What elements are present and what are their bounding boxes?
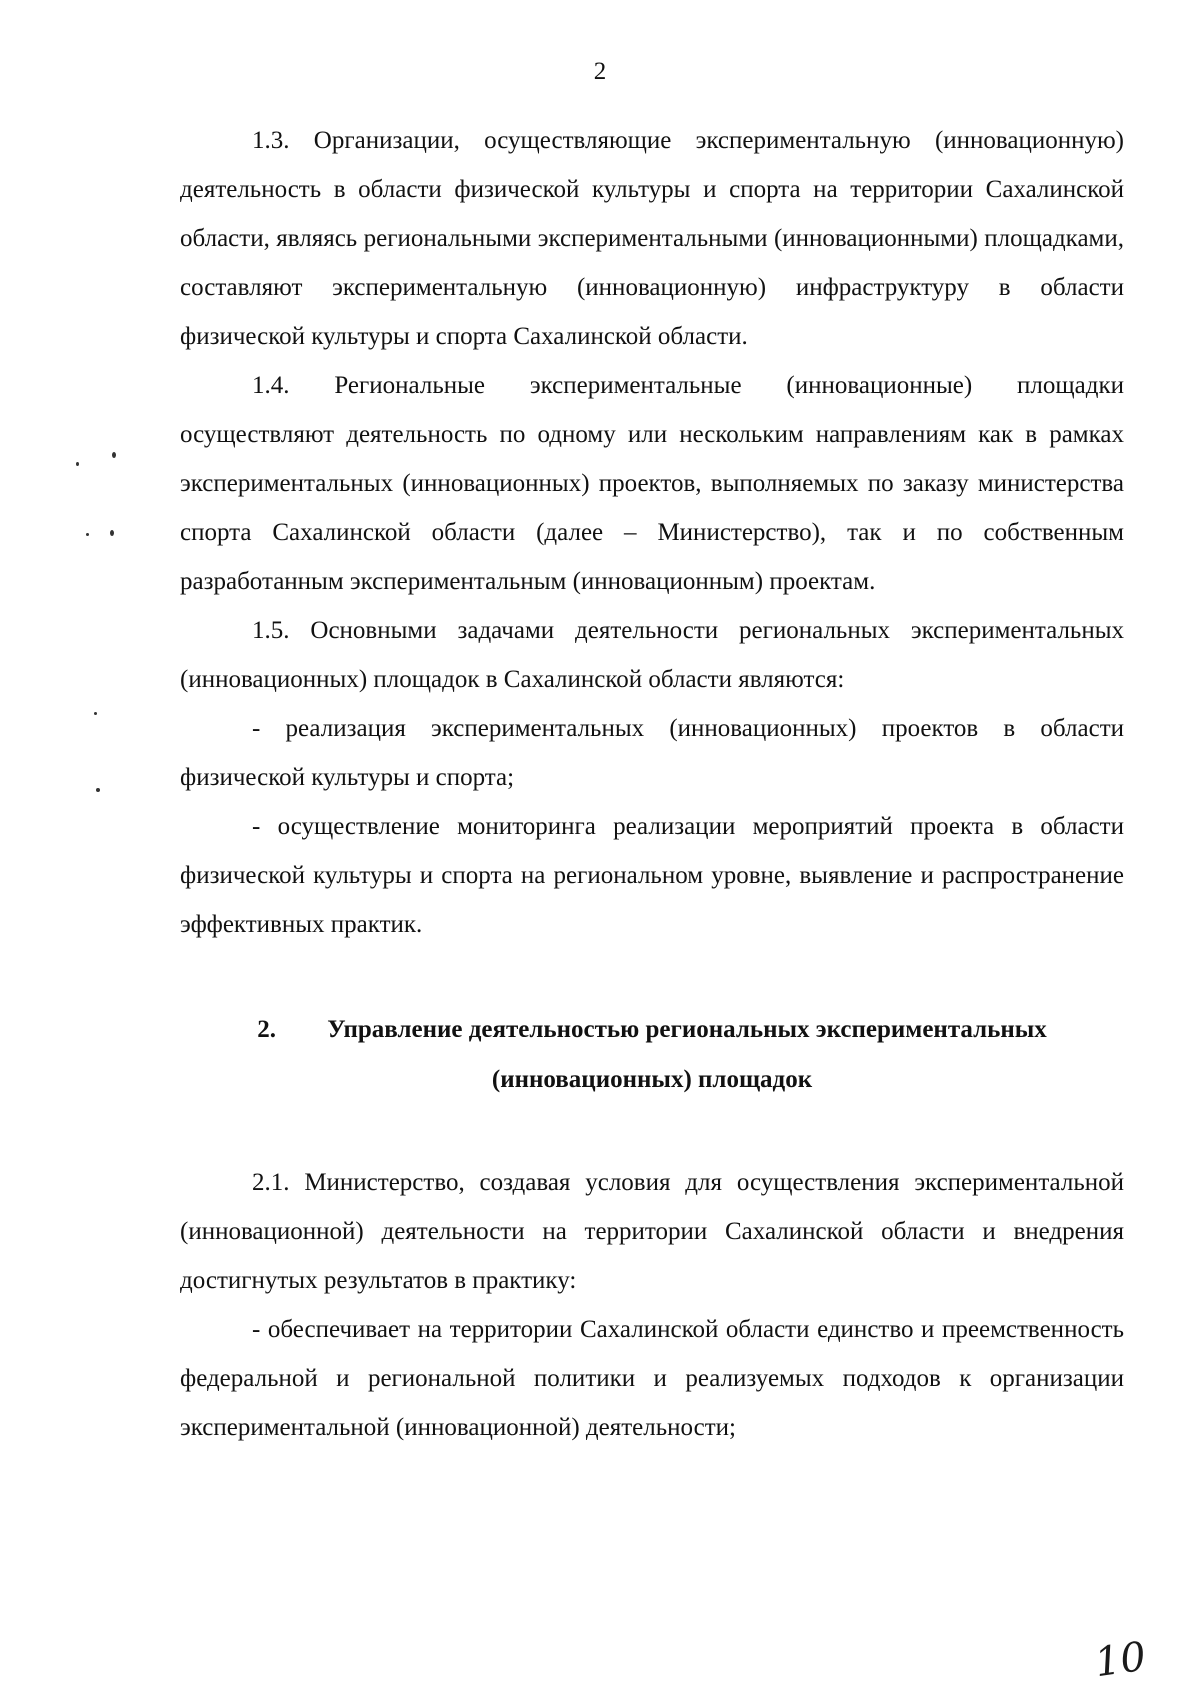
page-number: 2 [593,58,607,85]
section-2-heading [180,1005,1124,1105]
list-item-monitoring: - осуществление мониторинга реализации мероприятий проекта в области физической культуры и спорта на региональном уровне, выявление и распространение эффективных практик. [180,813,1124,938]
paragraph-2-1: 2.1. Министерство, создавая условия для осуществления экспериментальной (инновационной) деятельности на территории Сахалинской области и внедрения достигнутых результатов в практику: [180,1169,1124,1294]
paragraph-1-3: 1.3. Организации, осуществляющие экспериментальную (инновационную) деятельность в области физической культуры и спорта на территории Сахалинской области, являясь региональными экспериментальными (инновационными) площадками, составляют экспериментальную (инновационную) инфраструктуру в области физической культуры и спорта Сахалинской области. [180,127,1124,350]
section-title-line-2: (инновационных) площадок [491,1066,813,1093]
paragraph-1-4: 1.4. Региональные экспериментальные (инновационные) площадки осуществляют деятельность по одному или нескольким направлениям как в рамках экспериментальных (инновационных) проектов, выполняемых по заказу министерства спорта Сахалинской области (далее – Министерство), так и по собственным разработанным экспериментальным (инновационным) проектам. [180,372,1124,595]
section-title-line-1: Управление деятельностью региональных экспериментальных [327,1016,1047,1043]
scan-speck [96,788,100,792]
paragraph-1-5: 1.5. Основными задачами деятельности региональных экспериментальных (инновационных) площадок в Сахалинской области являются: [180,617,1124,693]
scan-speck [76,462,79,466]
scan-speck [110,530,114,536]
handwritten-sheet-number: 10 [1092,1633,1149,1687]
document-body [180,116,1124,1452]
scan-speck [94,712,97,715]
list-item-implementation: - реализация экспериментальных (инновационных) проектов в области физической культуры и спорта; [180,715,1124,791]
list-item-unity: - обеспечивает на территории Сахалинской области единство и преемственность федеральной и региональной политики и реализуемых подходов к организации экспериментальной (инновационной) деятельности; [180,1316,1124,1441]
scan-speck [112,452,116,458]
scan-speck [86,533,89,536]
section-number: 2. [257,1016,276,1043]
section-heading-line-1 [180,1005,1124,1055]
